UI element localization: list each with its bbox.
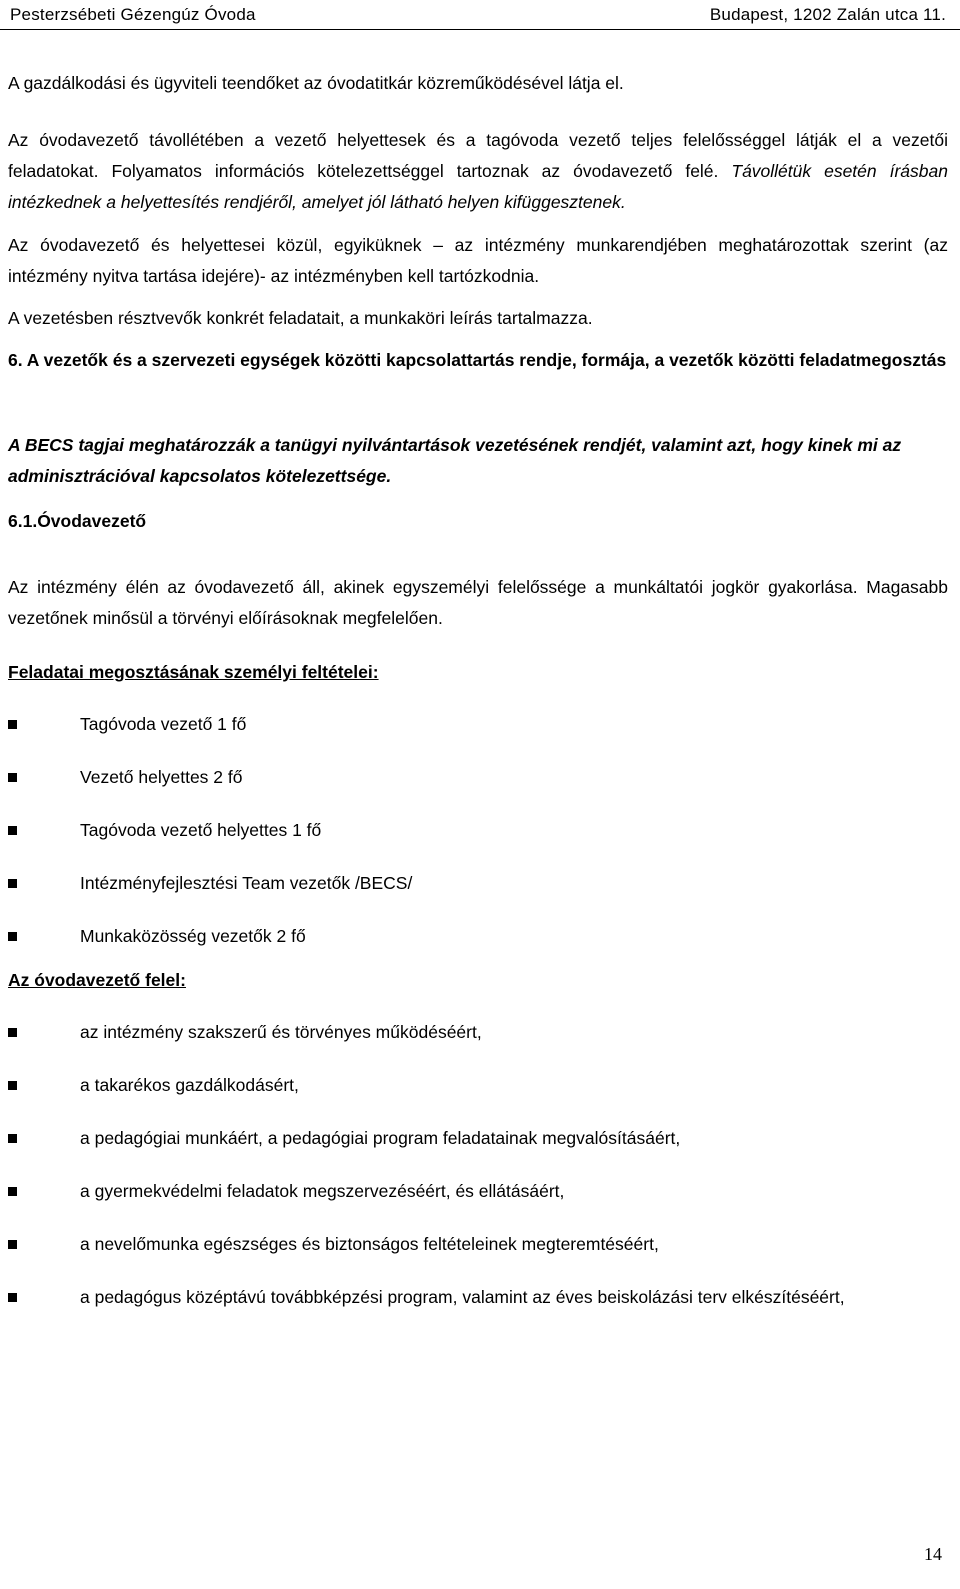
square-bullet-icon [8, 1134, 17, 1143]
square-bullet-icon [8, 720, 17, 729]
paragraph-job-description: A vezetésben résztvevők konkrét feladatait, a munkaköri leírás tartalmazza. [8, 308, 593, 328]
page-content [8, 68, 948, 1313]
paragraph-head-responsibility: Az intézmény élén az óvodavezető áll, akinek egyszemélyi felelőssége a munkáltatói jogkör gyakorlása. Magasabb vezetőnek minősül a törvényi előírásoknak megfelelően. [8, 577, 948, 628]
becs-paragraph: A BECS tagjai meghatározzák a tanügyi nyilvántartások vezetésének rendjét, valamint azt, hogy kinek mi az adminisztrációval kapcsolatos kötelezettsége. [8, 435, 902, 486]
page-number: 14 [924, 1544, 942, 1564]
conditions-heading: Feladatai megosztásának személyi feltételei: [8, 662, 379, 682]
header-address: Budapest, 1202 Zalán utca 11. [709, 4, 946, 24]
paragraph-deputies-italic: Távollétük esetén írásban intézkednek a helyettesítés rendjéről, amelyet jól látható helyen kifüggesztenek. [8, 161, 948, 212]
list-item: a gyermekvédelmi feladatok megszervezéséért, és ellátásáért, [8, 1176, 948, 1207]
header-institution: Pesterzsébeti Gézengúz Óvoda [10, 4, 256, 24]
square-bullet-icon [8, 932, 17, 941]
responsibilities-list [8, 1017, 948, 1313]
square-bullet-icon [8, 1240, 17, 1249]
paragraph-administration: A gazdálkodási és ügyviteli teendőket az óvodatitkár közreműködésével látja el. [8, 73, 624, 93]
list-item: az intézmény szakszerű és törvényes működéséért, [8, 1017, 948, 1048]
page-header [0, 0, 960, 30]
list-item: a pedagógiai munkáért, a pedagógiai program feladatainak megvalósításáért, [8, 1123, 948, 1154]
section-6-heading: 6. A vezetők és a szervezeti egységek közötti kapcsolattartás rendje, formája, a vezetők közötti feladatmegosztás [8, 350, 947, 370]
square-bullet-icon [8, 773, 17, 782]
square-bullet-icon [8, 1187, 17, 1196]
paragraph-deputies [8, 125, 948, 218]
list-item: Munkaközösség vezetők 2 fő [8, 921, 948, 952]
conditions-list [8, 709, 948, 952]
paragraph-presence: Az óvodavezető és helyettesei közül, egyiküknek – az intézmény munkarendjében meghatározottak szerint (az intézmény nyitva tartása idejére)- az intézményben kell tartózkodnia. [8, 235, 948, 286]
list-item: Tagóvoda vezető 1 fő [8, 709, 948, 740]
square-bullet-icon [8, 1081, 17, 1090]
paragraph-deputies-text: Az óvodavezető távollétében a vezető helyettesek és a tagóvoda vezető teljes felelősséggel látják el a vezetői feladatokat. Folyamatos információs kötelezettséggel tartoznak az óvodavezető felé. [8, 130, 948, 181]
list-item: a nevelőmunka egészséges és biztonságos feltételeinek megteremtéséért, [8, 1229, 948, 1260]
list-item: Vezető helyettes 2 fő [8, 762, 948, 793]
square-bullet-icon [8, 826, 17, 835]
list-item: Tagóvoda vezető helyettes 1 fő [8, 815, 948, 846]
list-item: a pedagógus középtávú továbbképzési program, valamint az éves beiskolázási terv elkészítéséért, [8, 1282, 948, 1313]
square-bullet-icon [8, 879, 17, 888]
list-item: Intézményfejlesztési Team vezetők /BECS/ [8, 868, 948, 899]
square-bullet-icon [8, 1028, 17, 1037]
section-6-1-heading: 6.1.Óvodavezető [8, 511, 147, 531]
square-bullet-icon [8, 1293, 17, 1302]
list-item: a takarékos gazdálkodásért, [8, 1070, 948, 1101]
responsible-heading: Az óvodavezető felel: [8, 970, 186, 990]
